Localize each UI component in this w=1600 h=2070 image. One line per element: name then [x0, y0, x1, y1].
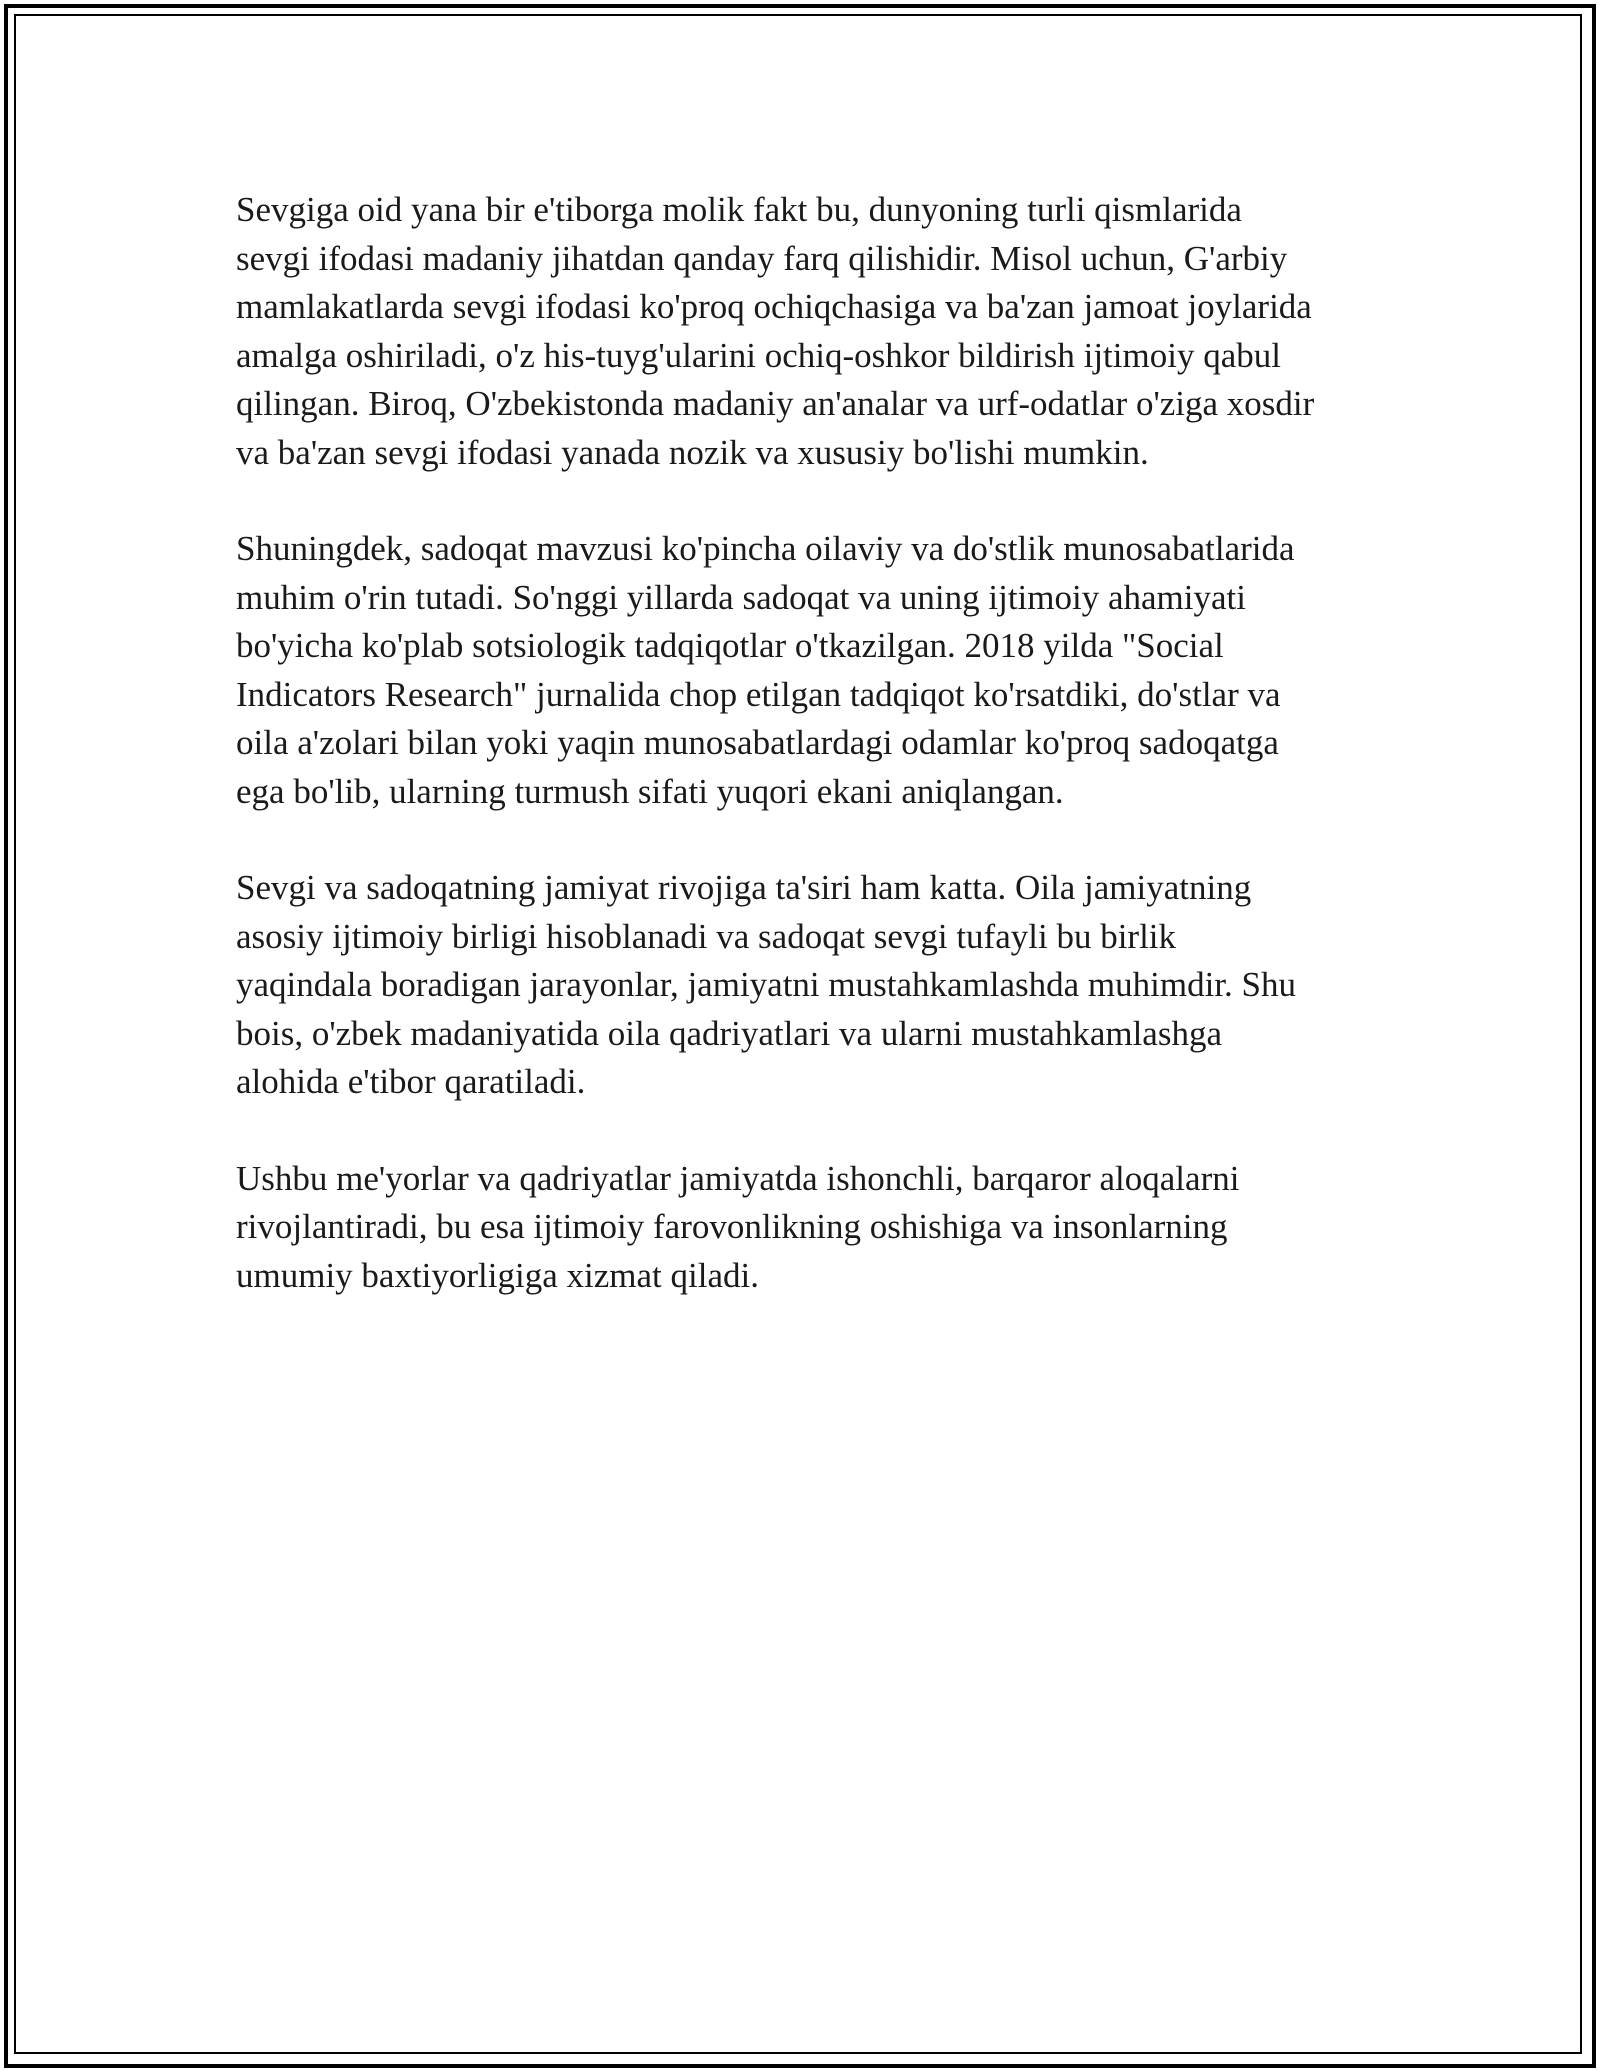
paragraph-cultural-expression: Sevgiga oid yana bir e'tiborga molik fakt bu, dunyoning turli qismlarida sevgi ifodasi madaniy jihatdan qanday farq qilishidir. Misol uchun, G'arbiy mamlakatlarda sevgi ifodasi ko'proq ochiqchasiga va ba'zan jamoat joylarida amalga oshiriladi, o'z his-tuyg'ularini ochiq-oshkor bildirish ijtimoiy qabul qilingan. Biroq, O'zbekistonda madaniy an'analar va urf-odatlar o'ziga xosdir va ba'zan sevgi ifodasi yanada nozik va xususiy bo'lishi mumkin.	[236, 190, 1315, 472]
document-body	[236, 186, 1366, 1348]
paragraph-loyalty-research: Shuningdek, sadoqat mavzusi ko'pincha oilaviy va do'stlik munosabatlarida muhim o'rin tutadi. So'nggi yillarda sadoqat va uning ijtimoiy ahamiyati bo'yicha ko'plab sotsiologik tadqiqotlar o'tkazilgan. 2018 yilda "Social Indicators Research" jurnalida chop etilgan tadqiqot ko'rsatdiki, do'stlar va oila a'zolari bilan yoki yaqin munosabatlardagi odamlar ko'proq sadoqatga ega bo'lib, ularning turmush sifati yuqori ekani aniqlangan.	[236, 529, 1295, 811]
paragraph-society-impact: Sevgi va sadoqatning jamiyat rivojiga ta'siri ham katta. Oila jamiyatning asosiy ijtimoiy birligi hisoblanadi va sadoqat sevgi tufayli bu birlik yaqindala boradigan jarayonlar, jamiyatni mustahkamlashda muhimdir. Shu bois, o'zbek madaniyatida oila qadriyatlari va ularni mustahkamlashga alohida e'tibor qaratiladi.	[236, 868, 1297, 1101]
paragraph-conclusion: Ushbu me'yorlar va qadriyatlar jamiyatda ishonchli, barqaror aloqalarni rivojlantiradi, bu esa ijtimoiy farovonlikning oshishiga va insonlarning umumiy baxtiyorligiga xizmat qiladi.	[236, 1158, 1240, 1295]
